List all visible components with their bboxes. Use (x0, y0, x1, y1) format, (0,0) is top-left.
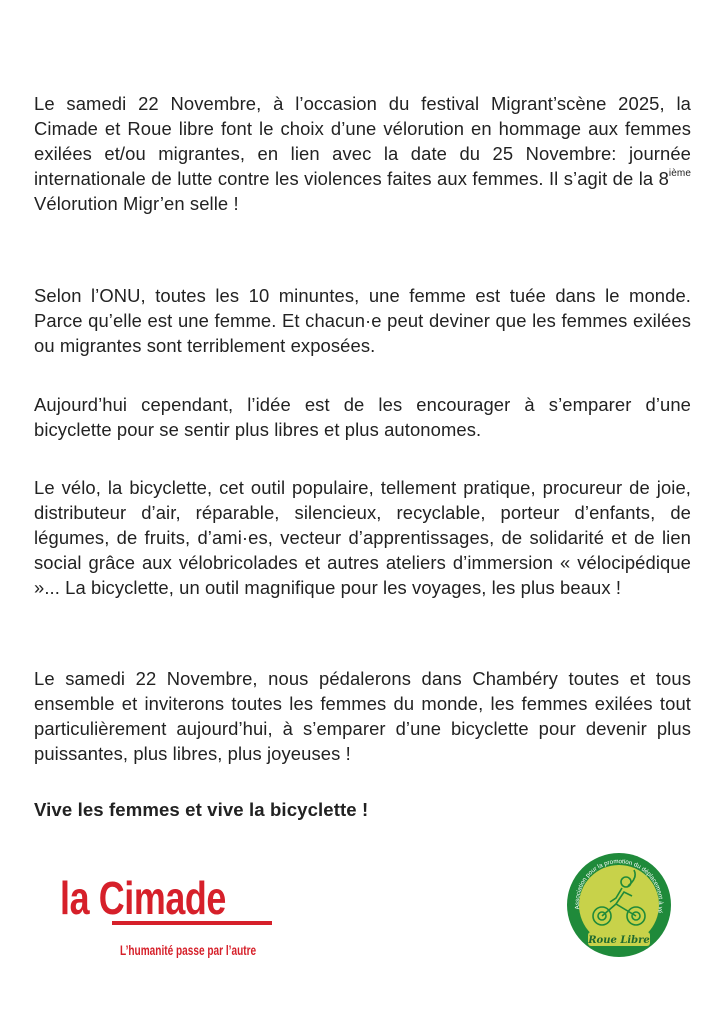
cimade-logo (50, 872, 280, 970)
ordinal-superscript: ième (668, 167, 691, 179)
roue-libre-name: Roue Libre (588, 935, 650, 946)
paragraph-bicycle (34, 475, 691, 600)
roue-libre-badge-icon (566, 852, 672, 958)
paragraph-onu (34, 283, 691, 358)
cimade-logo-wordmark: la Cimade (60, 872, 226, 924)
roue-libre-logo (566, 852, 672, 958)
paragraph-intro (34, 91, 691, 216)
paragraph-chambery (34, 666, 691, 766)
intro-text-end: Vélorution Migr’en selle ! (34, 193, 239, 214)
closing-slogan-text: Vive les femmes et vive la bicyclette ! (34, 799, 369, 820)
onu-text: Selon l’ONU, toutes les 10 minuntes, une femme est tuée dans le monde. Parce qu’elle est une femme. Et chacun·e peut deviner que les femmes exilées ou migrantes sont terriblement exposées. (34, 285, 691, 356)
roue-libre-ring-text: Association pour la promotion du déplacement à vé (573, 858, 665, 914)
intro-text: Le samedi 22 Novembre, à l’occasion du festival Migrant’scène 2025, la Cimade et Roue libre font le choix d’une vélorution en hommage aux femmes exilées et/ou migrantes, en lien avec la date du 25 Novembre: journée internationale de lutte contre les violences faites aux femmes. Il s’agit de la 8 (34, 93, 691, 189)
bicycle-text: Le vélo, la bicyclette, cet outil populaire, tellement pratique, procureur de joie, distributeur d’air, réparable, silencieux, recyclable, porteur d’enfants, de légumes, de fruits, d’ami·es, vecteur d’apprentissages, de solidarité et de lien social grâce aux vélobricolades et autres ateliers d’immersion « vélocipédique »... La bicyclette, un outil magnifique pour les voyages, les plus beaux ! (34, 477, 691, 598)
paragraph-encourage (34, 392, 691, 442)
closing-slogan (34, 797, 691, 822)
cimade-slogan: L’humanité passe par l’autre (120, 942, 257, 958)
chambery-text: Le samedi 22 Novembre, nous pédalerons dans Chambéry toutes et tous ensemble et inviterons toutes les femmes du monde, les femmes exilées tout particulièrement aujourd’hui, à s’emparer d’une bicyclette pour devenir plus puissantes, plus libres, plus joyeuses ! (34, 668, 691, 764)
encourage-text: Aujourd’hui cependant, l’idée est de les encourager à s’emparer d’une bicyclette pour se sentir plus libres et plus autonomes. (34, 394, 691, 440)
